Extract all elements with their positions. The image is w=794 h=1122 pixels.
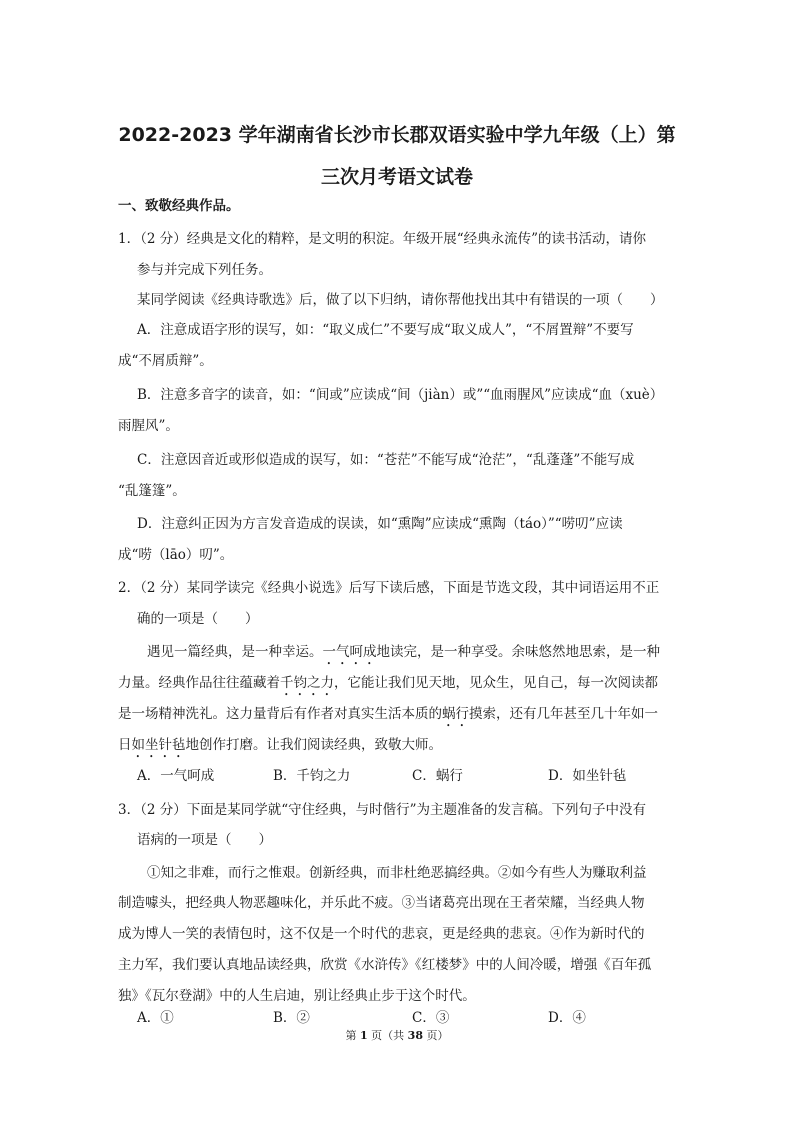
q2-option-c[interactable]: C．蜗行 (412, 768, 463, 784)
q3-option-c[interactable]: C．③ (412, 1010, 450, 1026)
q2-option-d[interactable]: D．如坐针毡 (548, 768, 627, 784)
q2-stem-line1: 2．（2 分）某同学读完《经典小说选》后写下读后感，下面是节选文段，其中词语运用不正 (118, 580, 660, 596)
q2-stem-line2: 确的一项是（ ） (137, 611, 259, 627)
q3-option-d[interactable]: D．④ (548, 1010, 586, 1026)
q2-underdotted-word: 一气呵成 (322, 644, 377, 660)
q1-option-d-line2: 成“唠（lāo）叨”。 (118, 547, 234, 563)
q1-option-b-line2: 雨腥风”。 (118, 418, 179, 434)
section-heading: 一、致敬经典作品。 (118, 198, 240, 214)
q1-option-b-line1: B．注意多音字的读音，如：“间或”应读成“间（jiàn）或”“血雨腥风”应读成“血（xuè） (137, 387, 664, 403)
q2-underdotted-word: 千钧之力 (280, 675, 334, 691)
q2-passage-text: 力量。经典作品往往蕴藏着 (118, 675, 280, 691)
q3-passage-line1: ①知之非难，而行之惟艰。创新经典，而非杜绝恶搞经典。②如今有些人为赚取利益 (147, 865, 647, 881)
q2-underdotted-word: 蜗行 (442, 706, 469, 722)
q2-passage-text: 日 (118, 737, 132, 753)
q3-stem-line1: 3．（2 分）下面是某同学就“守住经典，与时偕行”为主题准备的发言稿。下列句子中没有 (118, 802, 647, 818)
q1-option-c-line1: C．注意因音近或形似造成的误写，如：“苍茫”不能写成“沧茫”，“乱蓬蓬”不能写成 (137, 452, 635, 468)
q2-passage-line1 (147, 642, 660, 668)
q2-passage-text: 地创作打磨。让我们阅读经典，致敬大师。 (185, 737, 442, 753)
q2-passage-text: 是一场精神洗礼。这力量背后有作者对真实生活本质的 (118, 706, 442, 722)
q3-passage-line4: 主力军，我们要认真地品读经典，欣赏《水浒传》《红楼梦》中的人间冷暖，增强《百年孤 (118, 957, 652, 973)
q3-option-a[interactable]: A．① (137, 1010, 174, 1026)
title-line-1: 2022-2023 学年湖南省长沙市长郡双语实验中学九年级（上）第 (118, 124, 676, 146)
q3-passage-line3: 成为博人一笑的表情包时，这不仅是一个时代的悲哀，更是经典的悲哀。④作为新时代的 (118, 926, 645, 942)
q1-stem-line1: 1．（2 分）经典是文化的精粹，是文明的积淀。年级开展“经典永流传”的读书活动，请你 (118, 231, 647, 247)
q3-stem-line2: 语病的一项是（ ） (137, 832, 272, 848)
total-pages: 38 (407, 1029, 423, 1042)
exam-title (110, 114, 684, 198)
q2-option-a[interactable]: A．一气呵成 (137, 768, 215, 784)
q3-option-b[interactable]: B．② (273, 1010, 310, 1026)
q2-passage-text: 摸索，还有几年甚至几十年如一 (469, 706, 658, 722)
q2-option-b[interactable]: B．千钧之力 (273, 768, 351, 784)
page-number: 1 (360, 1029, 368, 1042)
q3-passage-line5: 独》《瓦尔登湖》中的人生启迪，别让经典止步于这个时代。 (118, 988, 476, 1004)
q2-passage-text: 遇见一篇经典，是一种幸运。 (147, 644, 323, 660)
q1-stem-line2: 参与并完成下列任务。 (137, 262, 272, 278)
title-line-2: 三次月考语文试卷 (320, 166, 473, 188)
footer-text: 页） (422, 1029, 449, 1042)
q2-passage-line2 (118, 673, 658, 699)
q2-underdotted-word: 如坐针毡 (131, 737, 186, 753)
q1-option-a-line2: 成“不屑质辩”。 (118, 353, 213, 369)
q2-passage-text: 地读完，是一种享受。余味悠然地思索，是一种 (376, 644, 660, 660)
footer-text: 第 (345, 1029, 361, 1042)
q3-passage-line2: 制造噱头，把经典人物恶趣味化，并乐此不疲。③当诸葛亮出现在王者荣耀，当经典人物 (118, 895, 645, 911)
page-footer (0, 1028, 794, 1044)
footer-text: 页（共 (367, 1029, 408, 1042)
q2-passage-line3 (118, 704, 658, 730)
q1-task: 某同学阅读《经典诗歌选》后，做了以下归纳，请你帮他找出其中有错误的一项（ ） (137, 292, 664, 308)
q1-option-a-line1: A．注意成语字形的误写，如：“取义成仁”不要写成“取义成人”，“不屑置辩”不要写 (137, 322, 634, 338)
q1-option-c-line2: “乱篷篷”。 (118, 483, 186, 499)
q2-passage-text: ，它能让我们见天地，见众生，见自己，每一次阅读都 (334, 675, 658, 691)
q2-passage-line4 (118, 735, 442, 761)
q1-option-d-line1: D．注意纠正因为方言发音造成的误读，如“熏陶”应读成“熏陶（táo）”“唠叨”应读 (137, 516, 623, 532)
